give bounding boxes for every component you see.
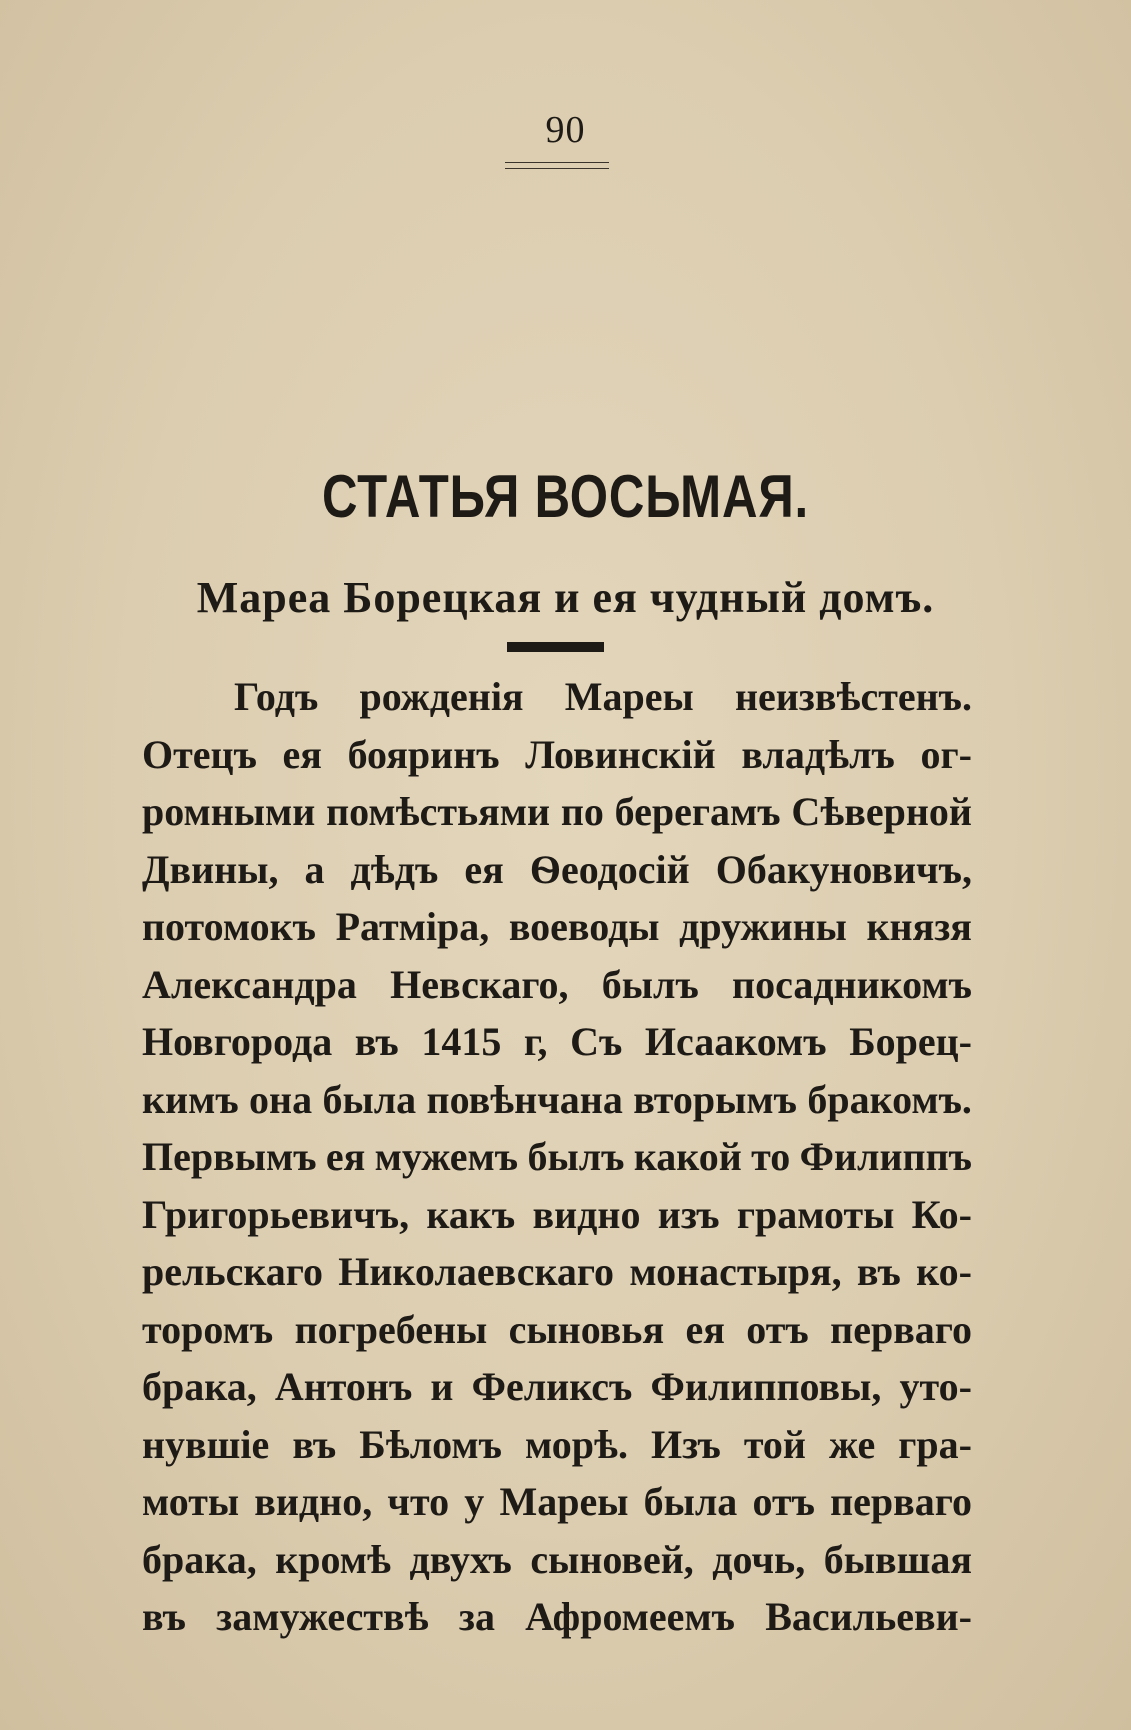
text-word: моты (142, 1479, 240, 1524)
text-line (142, 1186, 972, 1244)
text-word: повѣнчана (426, 1076, 623, 1122)
section-divider (507, 642, 604, 652)
text-word: брака, (142, 1364, 257, 1409)
text-word: потомокъ (142, 904, 316, 949)
text-word: Ратміра, (335, 904, 490, 949)
text-word: рожденія (359, 674, 524, 719)
text-word: грамоты (736, 1191, 895, 1237)
text-word: видно, (254, 1479, 373, 1524)
text-word: нувшіе (142, 1421, 270, 1467)
text-word: Бѣломъ (359, 1421, 502, 1467)
text-word: двухъ (409, 1536, 512, 1582)
text-word: князя (866, 904, 972, 949)
text-word: Григорьевичъ, (142, 1191, 410, 1237)
text-word: той (743, 1421, 806, 1467)
text-word: погребены (294, 1306, 488, 1352)
text-word: воеводы (508, 904, 660, 949)
text-line (142, 841, 972, 899)
text-word: сыновья (508, 1306, 665, 1352)
text-word: бояринъ (347, 731, 500, 777)
text-word: въ (142, 1594, 186, 1639)
text-word: берегамъ (614, 789, 781, 834)
text-word: дружины (679, 904, 847, 949)
text-word: была (643, 1479, 738, 1524)
text-line (142, 1301, 972, 1359)
text-word: Александра (142, 961, 357, 1007)
text-word: неизвѣстенъ. (734, 674, 972, 719)
text-word: Борец- (849, 1019, 972, 1064)
text-word: Николаевскаго (338, 1249, 615, 1294)
text-word: же (829, 1421, 876, 1467)
text-word: то (751, 1134, 791, 1179)
text-word: Съ (570, 1019, 623, 1064)
text-word: Отецъ (142, 731, 257, 777)
text-word: за (458, 1594, 495, 1639)
text-word: помѣстьями (326, 789, 551, 834)
text-word: ея (282, 731, 322, 777)
text-word: Афромеемъ (525, 1594, 735, 1639)
text-word: Сѣверной (791, 789, 972, 834)
text-word: ея (464, 846, 504, 892)
text-word: ея (325, 1134, 366, 1179)
text-word: Исаакомъ (644, 1019, 827, 1064)
text-word: въ (354, 1019, 399, 1064)
body-text (142, 668, 972, 1646)
text-word: Филипповы, (650, 1364, 882, 1409)
text-word: брака, (142, 1536, 257, 1582)
text-word: Мареы (564, 674, 694, 719)
text-word: уто- (899, 1364, 972, 1409)
text-line (142, 1588, 972, 1646)
page-number-double-rule (505, 162, 609, 169)
text-word: гра- (898, 1421, 972, 1467)
text-word: и (430, 1364, 454, 1409)
text-word: рельскаго (142, 1249, 323, 1294)
text-word: 1415 (421, 1019, 502, 1064)
text-word: г, (523, 1019, 548, 1064)
text-word: что (387, 1479, 450, 1524)
text-word: Изъ (650, 1421, 721, 1467)
text-word: Новгорода (142, 1019, 333, 1064)
text-word: Двины, (142, 846, 279, 892)
text-word: по (560, 789, 604, 834)
text-word: перваго (830, 1479, 972, 1524)
article-heading: СТАТЬЯ ВОСЬМАЯ. (321, 463, 810, 530)
text-word: морѣ. (524, 1421, 628, 1467)
text-line (142, 1128, 972, 1186)
text-line (142, 783, 972, 841)
text-word: была (322, 1076, 417, 1122)
text-word: былъ (527, 1134, 625, 1179)
text-word: монастыря, (629, 1249, 842, 1294)
text-word: перваго (830, 1306, 972, 1352)
text-word: изъ (657, 1191, 720, 1237)
text-word: замужествѣ (216, 1594, 429, 1639)
text-word: владѣлъ (741, 731, 895, 777)
text-line (142, 1473, 972, 1531)
text-line (142, 898, 972, 956)
text-word: въ (856, 1249, 901, 1294)
text-word: былъ (601, 961, 699, 1007)
text-word: Мареы (499, 1479, 629, 1524)
text-word: Первымъ (142, 1134, 317, 1179)
article-subtitle: Мареа Борецкая и ея чудный домъ. (196, 573, 935, 622)
text-word: Ловинскій (525, 731, 716, 777)
text-word: у (464, 1479, 485, 1524)
text-word: кромѣ (275, 1536, 391, 1582)
text-word: она (249, 1076, 313, 1122)
text-line (142, 668, 972, 726)
text-word: отъ (752, 1479, 815, 1524)
text-word: бракомъ. (807, 1076, 972, 1122)
text-word: бывшая (823, 1536, 972, 1582)
text-line (142, 956, 972, 1014)
text-line (142, 1358, 972, 1416)
text-word: какой (633, 1134, 742, 1179)
text-word: какъ (426, 1191, 516, 1237)
text-word: мужемъ (374, 1134, 519, 1179)
text-word: дѣдъ (350, 846, 439, 892)
text-word: а (304, 846, 325, 892)
text-line (142, 1013, 972, 1071)
text-line (142, 1416, 972, 1474)
page-number: 90 (545, 109, 586, 151)
text-word: Антонъ (274, 1364, 413, 1409)
text-word: вторымъ (633, 1076, 797, 1122)
text-word: видно (532, 1191, 641, 1237)
text-word: Обакуновичъ, (715, 846, 972, 892)
text-word: ко- (916, 1249, 972, 1294)
text-word: кимъ (142, 1076, 239, 1122)
text-word: Ко- (911, 1191, 972, 1237)
text-line (142, 1243, 972, 1301)
text-word: въ (292, 1421, 337, 1467)
text-line (142, 1531, 972, 1589)
text-word: Филиппъ (799, 1134, 972, 1179)
text-word: Годъ (234, 674, 319, 719)
text-word: Ѳеодосій (529, 846, 690, 892)
text-word: ея (685, 1306, 725, 1352)
text-word: дочь, (712, 1536, 806, 1582)
text-line (142, 726, 972, 784)
text-word: Невскаго, (390, 961, 569, 1007)
text-word: посадникомъ (732, 961, 972, 1007)
text-word: отъ (746, 1306, 809, 1352)
text-word: Феликсъ (471, 1364, 633, 1409)
text-word: ромными (142, 789, 316, 834)
text-word: Васильеви- (765, 1594, 972, 1639)
text-word: торомъ (142, 1306, 274, 1352)
text-word: ог- (920, 731, 972, 777)
text-line (142, 1071, 972, 1129)
text-word: сыновей, (530, 1536, 694, 1582)
